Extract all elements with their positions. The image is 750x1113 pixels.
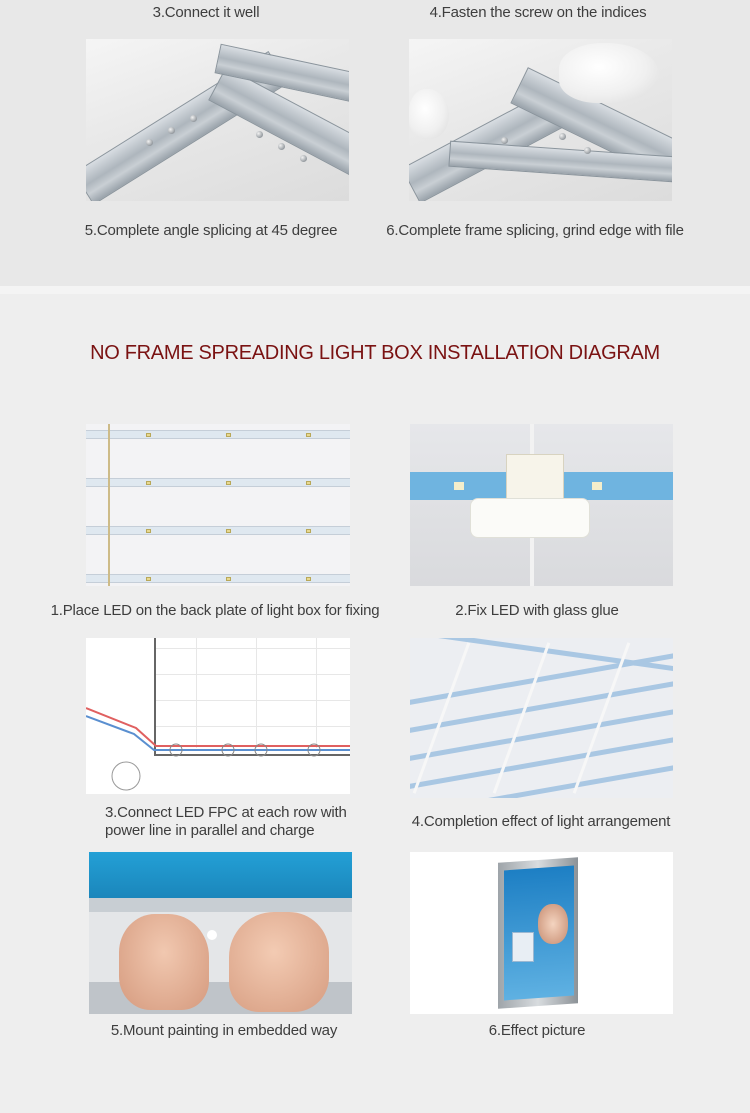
glass-glue-photo <box>410 424 673 586</box>
installation-diagram-title: NO FRAME SPREADING LIGHT BOX INSTALLATION DIAGRAM <box>90 342 660 364</box>
step-2-glue-caption: 2.Fix LED with glass glue <box>455 602 619 619</box>
led-back-plate-photo <box>86 424 350 586</box>
effect-picture <box>410 852 673 1014</box>
step-4-arrangement-caption: 4.Completion effect of light arrangement <box>411 813 671 830</box>
step-1-place-led-caption: 1.Place LED on the back plate of light box for fixing <box>50 602 380 619</box>
step-3-connect-caption: 3.Connect it well <box>152 4 260 21</box>
step-4-fasten-caption: 4.Fasten the screw on the indices <box>429 4 647 21</box>
angle-splicing-photo <box>86 39 349 201</box>
step-5-angle-caption: 5.Complete angle splicing at 45 degree <box>84 222 338 239</box>
light-arrangement-photo <box>410 638 673 798</box>
step-6-frame-caption: 6.Complete frame splicing, grind edge with file <box>386 222 684 239</box>
step-3-caption-line2: power line in parallel and charge <box>105 822 315 839</box>
step-3-fpc-caption <box>105 804 365 840</box>
step-5-mount-caption: 5.Mount painting in embedded way <box>110 1022 338 1039</box>
section-divider <box>0 286 750 294</box>
step-6-effect-caption: 6.Effect picture <box>488 1022 586 1039</box>
mount-painting-photo <box>89 852 352 1014</box>
fpc-wiring-diagram <box>86 638 350 794</box>
power-line-wires <box>86 638 350 794</box>
step-3-caption-line1: 3.Connect LED FPC at each row with <box>105 804 347 821</box>
frame-splicing-photo <box>409 39 672 201</box>
